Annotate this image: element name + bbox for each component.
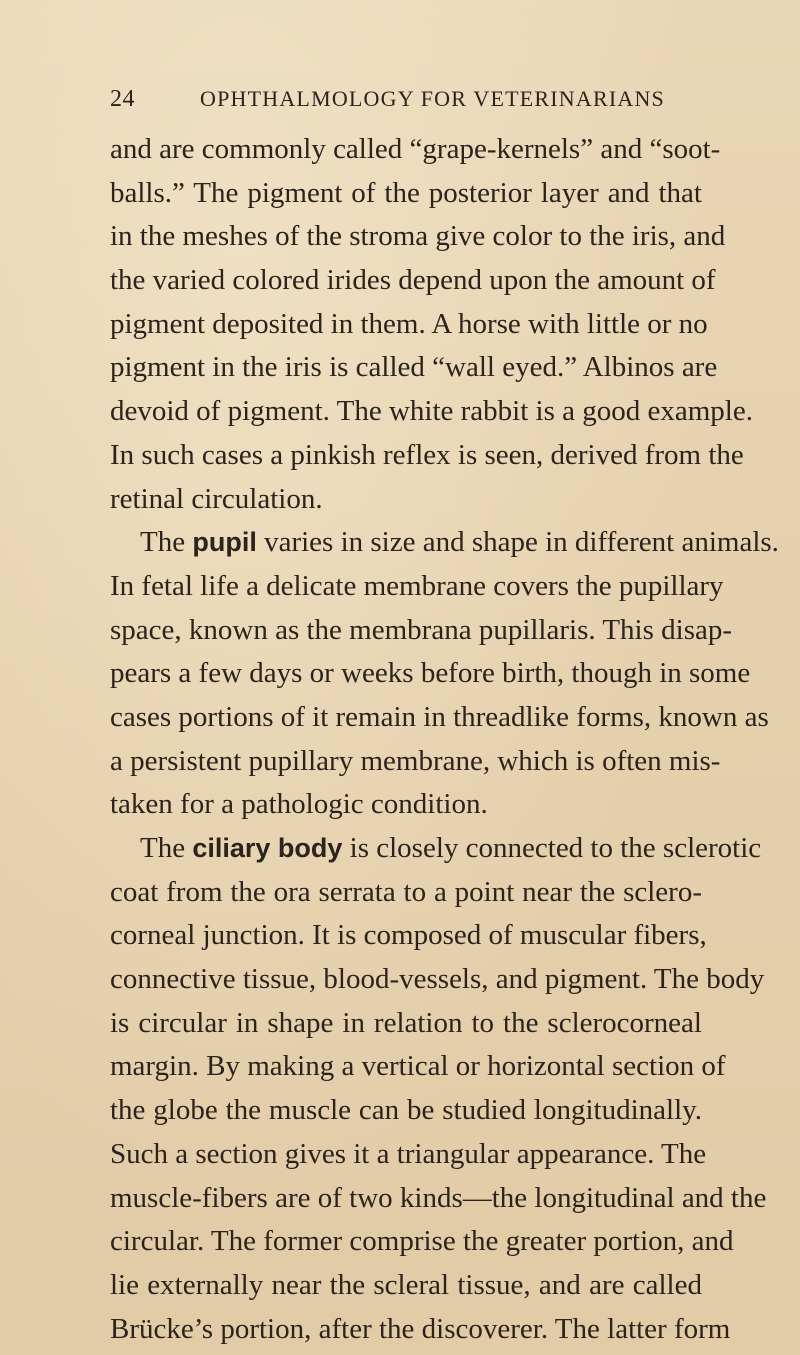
text-line: pigment in the iris is called “wall eyed.” Albinos are bbox=[110, 351, 718, 384]
text-line: and are commonly called “grape-kernels” and “soot- bbox=[110, 133, 721, 165]
text-line: muscle-fibers are of two kinds—the longitudinal and the bbox=[110, 1181, 767, 1214]
page-number: 24 bbox=[110, 86, 135, 112]
text-line: connective tissue, blood-vessels, and pigment. The body bbox=[110, 963, 765, 996]
text-run: The bbox=[140, 832, 193, 864]
text-line: In fetal life a delicate membrane covers the pupillary bbox=[110, 569, 724, 602]
text-line: cases portions of it remain in threadlike forms, known as bbox=[110, 700, 769, 733]
text-line: devoid of pigment. The white rabbit is a good example. bbox=[110, 395, 753, 428]
text-line: Such a section gives it a triangular appearance. The bbox=[110, 1137, 707, 1170]
text-run: The bbox=[140, 526, 193, 559]
paragraph-pupil-first-line bbox=[110, 521, 779, 565]
text-line: circular. The former comprise the greater portion, and bbox=[110, 1225, 734, 1258]
body-text bbox=[110, 128, 779, 1351]
text-line: the globe the muscle can be studied longitudinally. bbox=[110, 1094, 702, 1127]
text-line: In such cases a pinkish reflex is seen, derived from the bbox=[110, 438, 744, 471]
text-line: space, known as the membrana pupillaris. This disap- bbox=[110, 613, 733, 646]
text-line: corneal junction. It is composed of muscular fibers, bbox=[110, 919, 707, 952]
text-line: the varied colored irides depend upon the amount of bbox=[110, 264, 716, 297]
text-line: pears a few days or weeks before birth, though in some bbox=[110, 657, 751, 690]
text-run: is closely connected to the sclerotic bbox=[342, 832, 762, 864]
running-head: OPHTHALMOLOGY FOR VETERINARIANS bbox=[200, 86, 665, 111]
text-line: balls.” The pigment of the posterior layer and that bbox=[110, 176, 702, 209]
text-line: taken for a pathologic condition. bbox=[110, 788, 488, 821]
text-line: is circular in shape in relation to the sclerocorneal bbox=[110, 1006, 702, 1039]
text-run: varies in size and shape in different animals. bbox=[256, 526, 779, 559]
text-line: retinal circulation. bbox=[110, 482, 323, 515]
term-pupil: pupil bbox=[192, 527, 257, 558]
text-line: lie externally near the scleral tissue, and are called bbox=[110, 1268, 702, 1301]
page-header bbox=[0, 86, 800, 116]
text-line: margin. By making a vertical or horizontal section of bbox=[110, 1050, 726, 1083]
text-line: Brücke’s portion, after the discoverer. The latter form bbox=[110, 1312, 731, 1345]
text-line: coat from the ora serrata to a point near the sclero- bbox=[110, 875, 702, 908]
term-ciliary-body: ciliary body bbox=[192, 833, 343, 863]
text-line: a persistent pupillary membrane, which is often mis- bbox=[110, 744, 721, 777]
text-line: in the meshes of the stroma give color to the iris, and bbox=[110, 220, 726, 253]
paragraph-ciliary-first-line bbox=[110, 827, 762, 871]
text-line: pigment deposited in them. A horse with little or no bbox=[110, 307, 708, 340]
